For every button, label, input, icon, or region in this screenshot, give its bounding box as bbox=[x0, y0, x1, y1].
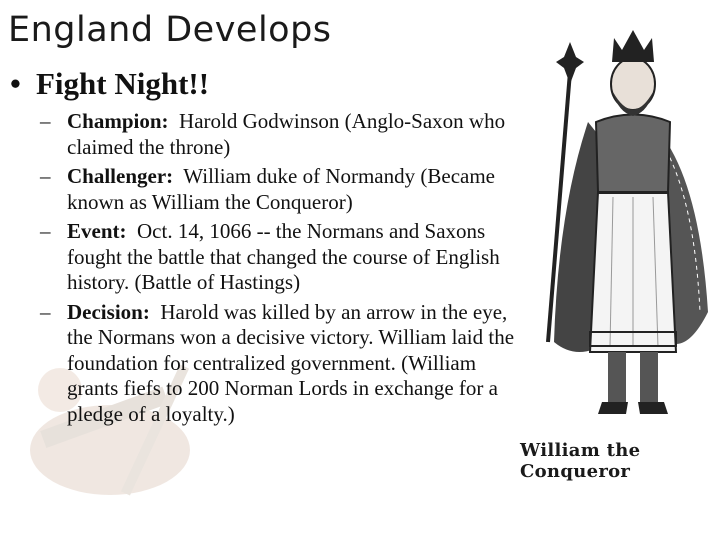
bullet-dot: • bbox=[10, 66, 21, 101]
main-bullet-text: Fight Night!! bbox=[36, 66, 210, 101]
sub-bullet-text: Oct. 14, 1066 -- the Normans and Saxons fought the battle that changed the course of English history. (Battle of Hastings) bbox=[67, 219, 500, 294]
sub-bullet-list bbox=[40, 109, 520, 431]
sub-bullet-challenger: – Challenger: William duke of Normandy (Became known as William the Conqueror) bbox=[40, 164, 495, 214]
sub-bullet-label: Event: bbox=[67, 219, 127, 243]
sub-bullet-label: Decision: bbox=[67, 299, 150, 324]
sub-bullet-text: Harold was killed by an arrow in the eye, the Normans won a decisive victory. William laid the foundation for centralized government. (William grants fiefs to 200 Norman Lords in exchange for a pledge of a loyalty.) bbox=[67, 299, 515, 426]
sub-bullet-label: Champion: bbox=[67, 109, 169, 133]
sub-bullet-text: William duke of Normandy (Became known as William the Conqueror) bbox=[67, 164, 495, 214]
sub-bullet-event: – Event: Oct. 14, 1066 -- the Normans and Saxons fought the battle that changed the course of English history. (Battle of Hastings) bbox=[40, 219, 500, 294]
main-bullet bbox=[10, 66, 209, 102]
sub-bullet-text: Harold Godwinson (Anglo-Saxon who claimed the throne) bbox=[67, 109, 506, 159]
sub-bullet-label: Challenger: bbox=[67, 164, 174, 188]
image-caption: William the Conqueror bbox=[520, 440, 641, 482]
sub-bullet-champion: – Champion: Harold Godwinson (Anglo-Saxon who claimed the throne) bbox=[40, 109, 506, 159]
sub-bullet-decision: – Decision: Harold was killed by an arrow in the eye, the Normans won a decisive victory. William laid the foundation for centralized government. (William grants fiefs to 200 Norman Lords in exchange for a pledge of a loyalty.) bbox=[40, 299, 515, 426]
crowned-king-engraving-icon bbox=[518, 12, 718, 432]
slide-title: England Develops bbox=[8, 10, 332, 50]
